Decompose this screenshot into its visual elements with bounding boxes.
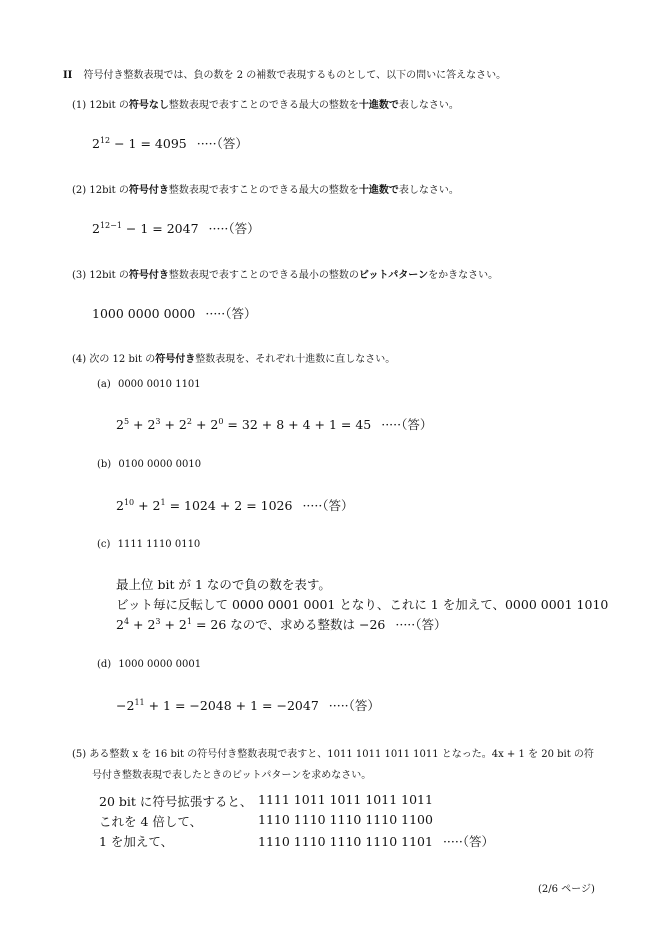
answer-4a: $2^5 + 2^3 + 2^2 + 2^0 = 32 + 8 + 4 + 1 = 45$ ·····（答） — [116, 416, 433, 432]
answer-4b: $2^{10} + 2^1 = 1024 + 2 = 1026$ ·····（答） — [116, 497, 354, 513]
question-text: 12bit の — [89, 270, 129, 281]
answer-mark: ·····（答） — [302, 498, 354, 513]
question-text: 表しなさい。 — [398, 100, 459, 111]
math-exponent: 1 — [186, 616, 192, 626]
bit-pattern: 1110 1110 1110 1110 1100 — [258, 812, 433, 827]
question-text: 整数表現で表すことのできる最小の整数の — [168, 270, 359, 281]
question-text: 次の 12 bit の — [89, 354, 156, 365]
answer-4c-line2: ビット毎に反転して 0000 0001 0001 となり、これに 1 を加えて、0000 0001 1010 — [116, 597, 609, 612]
q5-row-2 — [99, 812, 579, 832]
page-number: (2/6 ページ) — [538, 884, 595, 895]
subquestion-label: (b) — [97, 459, 112, 470]
math-expression: − 1 = 2047 — [121, 221, 199, 236]
q5-row-3 — [99, 832, 579, 852]
answer-mark: ·····（答） — [381, 417, 433, 432]
math-exponent: 5 — [123, 416, 130, 426]
section-instructions: 符号付き整数表現では、負の数を 2 の補数で表現するものとして、以下の問いに答えなさい。 — [83, 70, 507, 81]
math-exponent: 3 — [155, 616, 161, 626]
subquestion-a — [97, 379, 201, 390]
question-3 — [72, 266, 498, 281]
bit-pattern: 1111 1011 1011 1011 1011 — [258, 792, 433, 807]
bit-pattern: 0000 0010 1101 — [117, 379, 201, 390]
math-expression: = 1024 + 2 = 1026 — [165, 498, 293, 513]
question-number: (3) — [72, 270, 87, 281]
math-expression: = 32 + 8 + 4 + 1 = 45 — [223, 417, 372, 432]
math-expression: − 1 = 4095 — [110, 136, 187, 151]
subquestion-label: (a) — [97, 379, 111, 390]
answer-4d — [116, 696, 380, 714]
math-exponent: 12−1 — [99, 220, 122, 230]
section-header — [63, 66, 506, 81]
subquestion-d — [97, 659, 201, 670]
math-expression: = 26 なので、求める整数は −26 — [191, 617, 386, 632]
math-exponent: 3 — [155, 416, 161, 426]
question-1 — [72, 96, 459, 111]
bit-pattern: 1000 0000 0001 — [118, 659, 202, 670]
math-base: −2 — [116, 698, 135, 713]
answer-1 — [92, 134, 248, 152]
bit-pattern: 1000 0000 0000 — [92, 306, 196, 321]
question-keyword: 符号付き — [155, 354, 196, 365]
question-keyword: 符号付き — [128, 270, 169, 281]
question-text: 整数表現で表すことのできる最大の整数を — [168, 100, 359, 111]
answer-mark: ·····（答） — [196, 136, 248, 151]
math-exponent: 0 — [218, 416, 224, 426]
subquestion-c — [97, 539, 200, 550]
question-text: 12bit の — [89, 100, 129, 111]
q5-row-1 — [99, 792, 579, 812]
answer-4c-line3: $2^4 + 2^3 + 2^1 = 26$ なので、求める整数は −26 ·····（答） — [116, 616, 447, 632]
bit-pattern: 0100 0000 0010 — [118, 459, 202, 470]
question-keyword: 符号なし — [128, 100, 169, 111]
answer-2 — [92, 219, 260, 237]
math-exponent: 1 — [160, 497, 166, 507]
subquestion-label: (d) — [97, 659, 112, 670]
answer-3 — [92, 304, 257, 322]
question-5 — [72, 745, 594, 760]
step-label: 1 を加えて、 — [99, 834, 174, 849]
question-keyword: 符号付き — [128, 185, 169, 196]
question-keyword: 十進数で — [358, 185, 399, 196]
question-2 — [72, 181, 459, 196]
answer-mark: ·····（答） — [395, 617, 447, 632]
answer-mark: ·····（答） — [205, 306, 257, 321]
q5-final-answer — [258, 832, 494, 850]
answer-mark: ·····（答） — [208, 221, 260, 236]
section-roman-numeral: II — [63, 70, 73, 81]
math-expression: + 1 = −2048 + 1 = −2047 — [144, 698, 319, 713]
question-keyword: 十進数で — [358, 100, 399, 111]
bit-pattern: 1110 1110 1110 1110 1101 — [258, 834, 433, 849]
question-text: 表しなさい。 — [398, 185, 459, 196]
question-5-line2: 号付き整数表現で表したときのビットパターンを求めなさい。 — [92, 770, 372, 781]
subquestion-label: (c) — [97, 539, 111, 550]
question-number: (5) — [72, 749, 87, 760]
bit-pattern: 1111 1110 0110 — [117, 539, 201, 550]
step-label: これを 4 倍して、 — [99, 814, 203, 829]
math-base: 2 — [92, 136, 100, 151]
question-text: 整数表現で表すことのできる最大の整数を — [168, 185, 359, 196]
question-number: (1) — [72, 100, 87, 111]
question-text: 12bit の — [89, 185, 129, 196]
answer-mark: ·····（答） — [328, 698, 380, 713]
math-exponent: 11 — [134, 697, 145, 707]
math-exponent: 10 — [123, 497, 135, 507]
question-4 — [72, 350, 395, 365]
answer-mark: ·····（答） — [442, 834, 495, 849]
question-text: ある整数 x を 16 bit の符号付き整数表現で表すと、1011 1011 1011 1011 となった。4x + 1 を 20 bit の符 — [89, 749, 594, 760]
math-exponent: 4 — [123, 616, 130, 626]
math-base: 2 — [92, 221, 100, 236]
question-text: 整数表現を、それぞれ十進数に直しなさい。 — [195, 354, 396, 365]
step-label: 20 bit に符号拡張すると、 — [99, 794, 253, 809]
math-exponent: 2 — [186, 416, 192, 426]
question-number: (2) — [72, 185, 87, 196]
math-exponent: 12 — [99, 135, 111, 145]
answer-4c-line1: 最上位 bit が 1 なので負の数を表す。 — [116, 577, 331, 592]
question-text: をかきなさい。 — [428, 270, 499, 281]
question-keyword: ビットパターン — [358, 270, 429, 281]
question-number: (4) — [72, 354, 87, 365]
subquestion-b — [97, 459, 201, 470]
